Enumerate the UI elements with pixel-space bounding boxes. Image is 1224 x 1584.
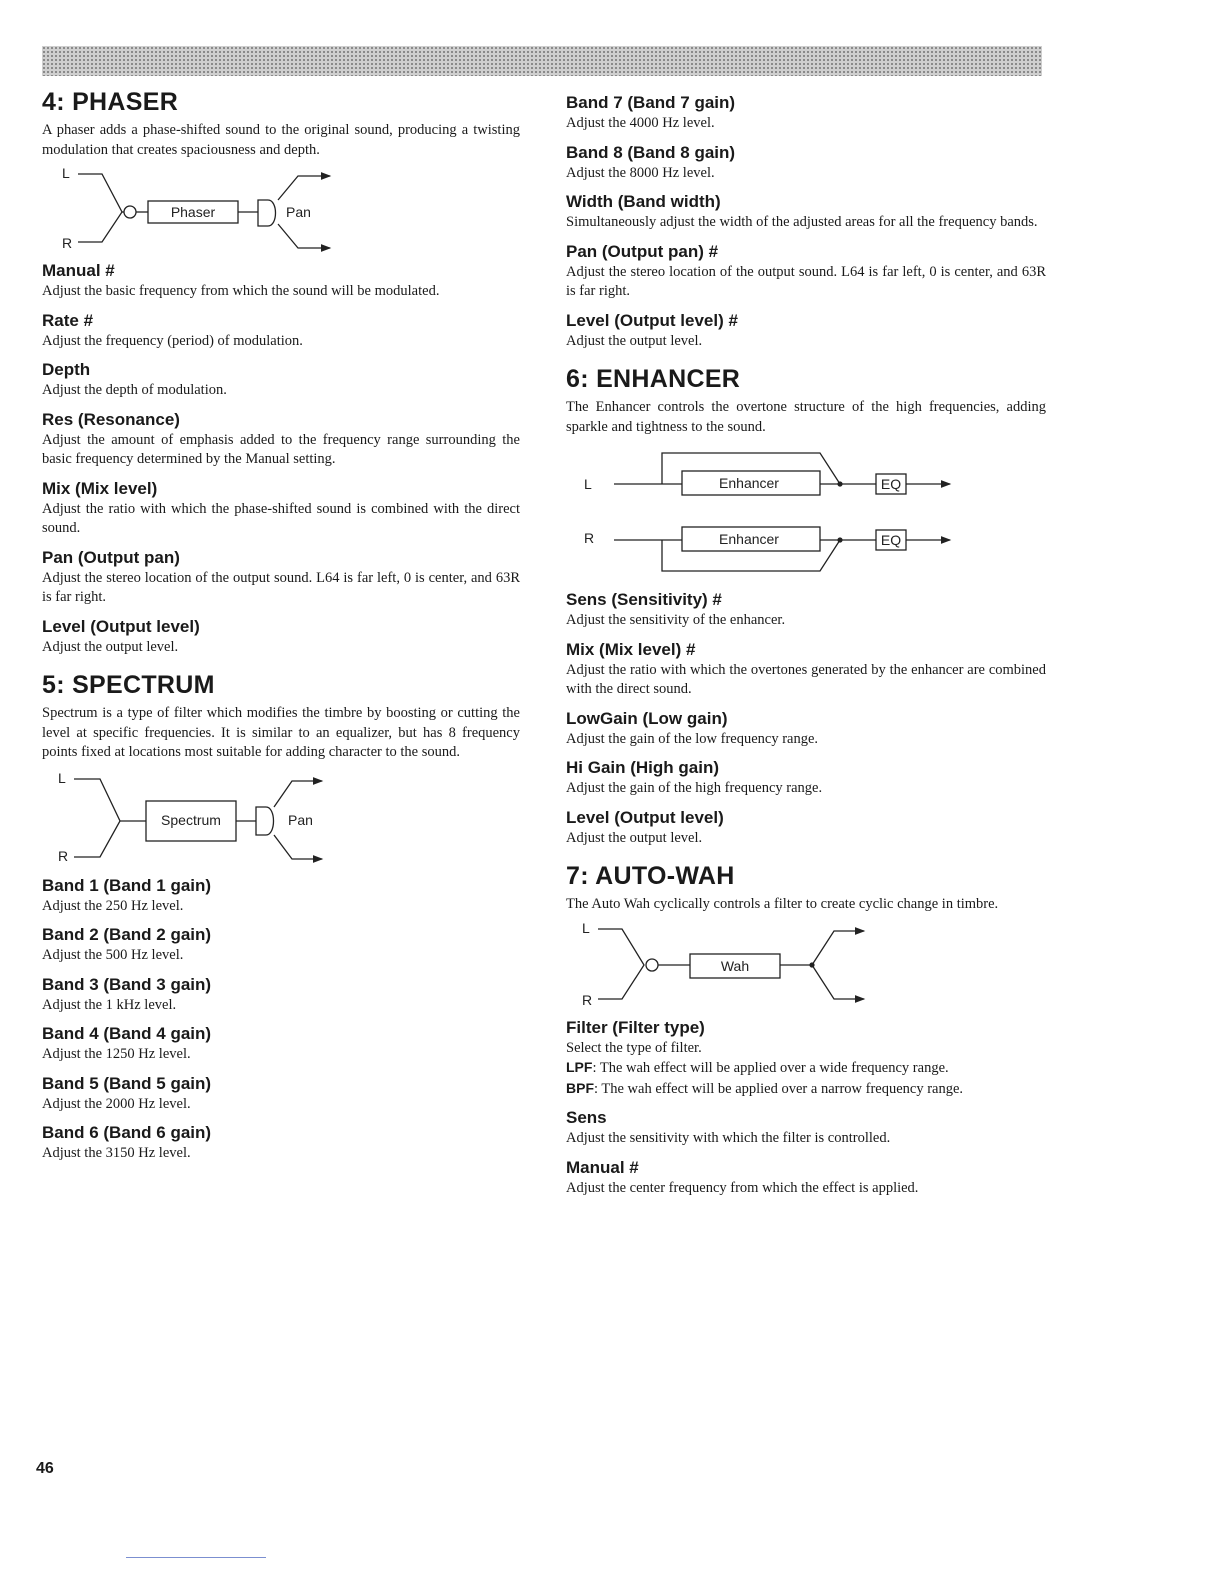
phaser-param-manual: Manual # Adjust the basic frequency from which the sound will be modulated. xyxy=(42,261,440,299)
spectrum-param-band4: Band 4 (Band 4 gain) Adjust the 1250 Hz level. xyxy=(42,1024,212,1062)
spectrum-param-band1: Band 1 (Band 1 gain) Adjust the 250 Hz level. xyxy=(42,875,212,914)
footer-rule xyxy=(126,1557,266,1558)
phaser-param-res: Res (Resonance) Adjust the amount of emphasis added to the frequency range surrounding the basic frequency determined by the Manual setting. xyxy=(42,409,520,467)
enhancer-param-level: Level (Output level) Adjust the output level. xyxy=(566,807,724,846)
enhancer-in-r: R xyxy=(584,530,595,546)
autowah-diagram xyxy=(566,919,896,1009)
spectrum-param-level: Level (Output level) # Adjust the output level. xyxy=(566,310,738,349)
phaser-title: 4: PHASER xyxy=(42,88,179,116)
autowah-block-label: Wah xyxy=(720,957,750,974)
phaser-param-rate: Rate # Adjust the frequency (period) of modulation. xyxy=(42,310,303,349)
autowah-param-manual: Manual # Adjust the center frequency from which the effect is applied. xyxy=(566,1157,919,1196)
spectrum-param-band3: Band 3 (Band 3 gain) Adjust the 1 kHz level. xyxy=(42,974,212,1013)
enhancer-diagram xyxy=(566,441,966,581)
spectrum-param-band2: Band 2 (Band 2 gain) Adjust the 500 Hz level. xyxy=(42,925,212,963)
phaser-in-r: R xyxy=(62,235,73,251)
autowah-param-sens: Sens Adjust the sensitivity with which the filter is controlled. xyxy=(566,1108,891,1146)
page-number: 46 xyxy=(36,1460,54,1477)
enhancer-l-block-label: Enhancer xyxy=(719,475,779,491)
enhancer-param-mix: Mix (Mix level) # Adjust the ratio with which the overtones generated by the enhancer are combined with the direct sound. xyxy=(566,639,1046,697)
enhancer-title: 6: ENHANCER xyxy=(566,365,741,393)
spectrum-param-width: Width (Band width) Simultaneously adjust the width of the adjusted areas for all the frequency bands. xyxy=(566,192,1038,230)
mixer-icon xyxy=(124,206,136,218)
phaser-in-l: L xyxy=(62,165,70,181)
right-column xyxy=(566,88,1046,1198)
spectrum-param-band6: Band 6 (Band 6 gain) Adjust the 3150 Hz level. xyxy=(42,1123,212,1161)
pan-icon xyxy=(256,807,274,835)
enhancer-r-eq-label: EQ xyxy=(880,532,902,548)
phaser-param-depth: Depth Adjust the depth of modulation. xyxy=(42,360,227,398)
spectrum-param-band8: Band 8 (Band 8 gain) Adjust the 8000 Hz level. xyxy=(566,142,736,181)
spectrum-title: 5: SPECTRUM xyxy=(42,671,215,699)
filter-option-lpf: LPF: The wah effect will be applied over a wide frequency range. xyxy=(566,1059,949,1076)
phaser-intro: A phaser adds a phase-shifted sound to the original sound, producing a twisting modulation that creates spaciousness and depth. xyxy=(42,122,520,158)
autowah-title: 7: AUTO-WAH xyxy=(566,862,735,890)
left-column xyxy=(42,88,520,1164)
spectrum-diagram xyxy=(42,767,372,867)
spectrum-in-l: L xyxy=(58,769,66,786)
spectrum-intro: Spectrum is a type of filter which modifies the timbre by boosting or cutting the level at specific frequencies. It is similar to an equalizer, but has 8 frequency points fixed at locations most suitable for adding character to the sound. xyxy=(42,705,520,760)
enhancer-in-l: L xyxy=(584,476,592,492)
spectrum-block-label: Spectrum xyxy=(161,811,221,828)
spectrum-param-pan: Pan (Output pan) # Adjust the stereo location of the output sound. L64 is far left, 0 is center, and 63R is far right. xyxy=(566,241,1046,299)
enhancer-r-block-label: Enhancer xyxy=(719,531,779,547)
autowah-in-r: R xyxy=(582,991,593,1008)
enhancer-param-higain: Hi Gain (High gain) Adjust the gain of the high frequency range. xyxy=(566,758,823,796)
enhancer-intro: The Enhancer controls the overtone structure of the high frequencies, adding sparkle and tightness to the sound. xyxy=(566,399,1046,435)
spectrum-param-band7: Band 7 (Band 7 gain) Adjust the 4000 Hz level. xyxy=(566,93,736,131)
phaser-param-level: Level (Output level) Adjust the output level. xyxy=(42,616,200,655)
phaser-diagram xyxy=(42,164,372,252)
autowah-in-l: L xyxy=(582,919,590,936)
enhancer-l-eq-label: EQ xyxy=(880,476,902,492)
autowah-intro: The Auto Wah cyclically controls a filter to create cyclic change in timbre. xyxy=(566,896,999,912)
enhancer-param-lowgain: LowGain (Low gain) Adjust the gain of the low frequency range. xyxy=(566,708,819,747)
filter-option-bpf: BPF: The wah effect will be applied over a narrow frequency range. xyxy=(566,1079,964,1097)
phaser-out-label: Pan xyxy=(286,204,311,220)
spectrum-in-r: R xyxy=(58,847,69,864)
phaser-block-label: Phaser xyxy=(170,204,216,220)
mixer-icon xyxy=(646,959,658,971)
pan-icon xyxy=(258,200,276,226)
phaser-param-pan: Pan (Output pan) Adjust the stereo location of the output sound. L64 is far left, 0 is center, and 63R is far right. xyxy=(42,547,520,605)
enhancer-param-sens: Sens (Sensitivity) # Adjust the sensitivity of the enhancer. xyxy=(566,590,786,628)
spectrum-out-label: Pan xyxy=(288,811,313,828)
spectrum-param-band5: Band 5 (Band 5 gain) Adjust the 2000 Hz level. xyxy=(42,1073,212,1112)
header-bar xyxy=(42,46,1042,76)
autowah-param-filter: Filter (Filter type) Select the type of filter. LPF: The wah effect will be applied over a wide frequency range. BPF: The wah effect will be applied over a narrow frequency range. xyxy=(566,1017,1046,1100)
phaser-param-mix: Mix (Mix level) Adjust the ratio with which the phase-shifted sound is combined with the direct sound. xyxy=(42,478,520,536)
